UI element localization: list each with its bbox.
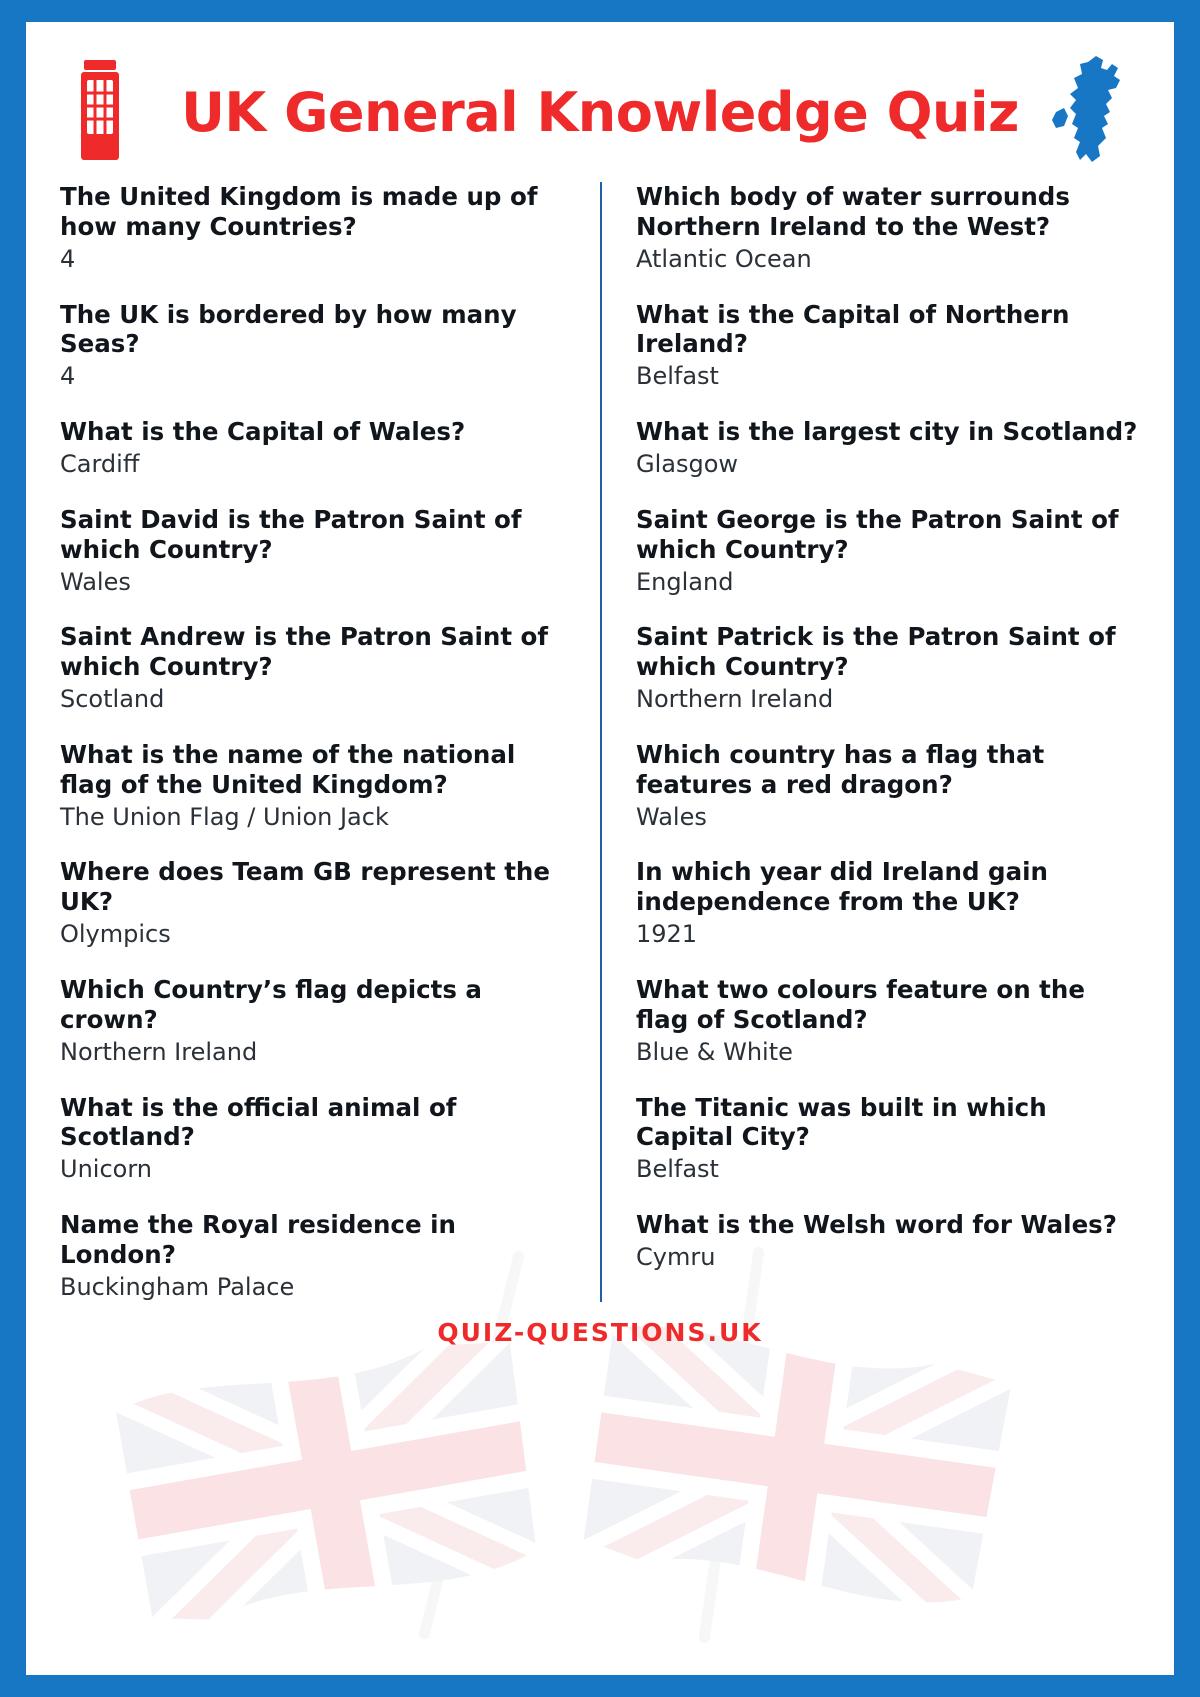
qa-item	[636, 300, 1140, 392]
answer-text: Northern Ireland	[60, 1037, 258, 1066]
answer-text: Cardiff	[60, 449, 140, 478]
answer-text: Buckingham Palace	[60, 1272, 295, 1301]
qa-item	[60, 857, 570, 949]
qa-item	[636, 740, 1140, 832]
question-text: Saint Andrew is the Patron Saint of which Country?	[60, 622, 549, 682]
quiz-sheet	[26, 22, 1174, 1675]
question-text: Name the Royal residence in London?	[60, 1210, 456, 1269]
question-text: Which body of water surrounds Northern Ireland to the West?	[636, 182, 1070, 241]
answer-text: The Union Flag / Union Jack	[60, 802, 389, 831]
answer-text: Blue & White	[636, 1037, 793, 1066]
qa-item	[636, 182, 1140, 274]
question-text: Which country has a flag that features a red dragon?	[636, 739, 1045, 799]
qa-item	[60, 1093, 570, 1185]
question-text: The UK is bordered by how many Seas?	[60, 299, 517, 359]
qa-item	[60, 622, 570, 714]
question-text: What is the Capital of Northern Ireland?	[636, 299, 1070, 359]
answer-text: Belfast	[636, 1155, 719, 1184]
qa-item	[60, 505, 570, 597]
question-text: What is the name of the national flag of the United Kingdom?	[60, 739, 516, 799]
question-text: Which Country’s flag depicts a crown?	[60, 974, 482, 1034]
qa-item	[636, 1093, 1140, 1185]
page-header	[60, 48, 1140, 176]
page-title: UK General Knowledge Quiz	[181, 80, 1019, 144]
answer-text: Wales	[60, 567, 131, 596]
answer-text: Glasgow	[636, 449, 739, 478]
answer-text: England	[636, 567, 734, 596]
qa-item	[60, 740, 570, 832]
question-text: Saint George is the Patron Saint of which Country?	[636, 504, 1119, 564]
question-text: What is the official animal of Scotland?	[60, 1092, 457, 1152]
qa-item	[636, 505, 1140, 597]
question-text: The United Kingdom is made up of how many Countries?	[60, 182, 538, 241]
question-text: What is the Welsh word for Wales?	[636, 1210, 1117, 1240]
footer-website-text: QUIZ-QUESTIONS.UK	[437, 1317, 763, 1347]
qa-item	[60, 417, 570, 479]
question-text: What is the Capital of Wales?	[60, 417, 466, 447]
answer-text: Scotland	[60, 685, 165, 714]
question-text: In which year did Ireland gain independence from the UK?	[636, 857, 1048, 917]
qa-item	[60, 182, 570, 274]
question-text: Where does Team GB represent the UK?	[60, 857, 550, 917]
answer-text: 1921	[636, 920, 698, 949]
question-text: The Titanic was built in which Capital City?	[636, 1092, 1047, 1152]
qa-item	[636, 1210, 1140, 1272]
union-jack-flag-left-icon	[99, 1301, 563, 1660]
question-text: Saint Patrick is the Patron Saint of which Country?	[636, 622, 1116, 682]
answer-text: Unicorn	[60, 1155, 152, 1184]
qa-item	[636, 417, 1140, 479]
qa-item	[636, 975, 1140, 1067]
red-telephone-box-icon	[78, 60, 122, 164]
quiz-columns	[60, 182, 1140, 1302]
page-footer	[60, 1318, 1140, 1347]
answer-text: Atlantic Ocean	[636, 244, 812, 273]
qa-item	[60, 300, 570, 392]
flag-pole-right-icon	[698, 1246, 765, 1644]
qa-item	[636, 857, 1140, 949]
qa-item	[60, 1210, 570, 1302]
question-text: What two colours feature on the flag of Scotland?	[636, 974, 1085, 1034]
qa-item	[60, 975, 570, 1067]
quiz-column-right	[600, 182, 1140, 1302]
answer-text: Cymru	[636, 1242, 716, 1271]
answer-text: 4	[60, 244, 76, 273]
question-text: Saint David is the Patron Saint of which Country?	[60, 504, 522, 564]
flag-pole-left-icon	[418, 1250, 525, 1641]
answer-text: 4	[60, 362, 76, 391]
answer-text: Wales	[636, 802, 707, 831]
question-text: What is the largest city in Scotland?	[636, 417, 1138, 447]
qa-item	[636, 622, 1140, 714]
answer-text: Belfast	[636, 362, 719, 391]
uk-map-icon	[1050, 54, 1130, 172]
quiz-column-left	[60, 182, 600, 1302]
answer-text: Olympics	[60, 920, 171, 949]
answer-text: Northern Ireland	[636, 685, 834, 714]
